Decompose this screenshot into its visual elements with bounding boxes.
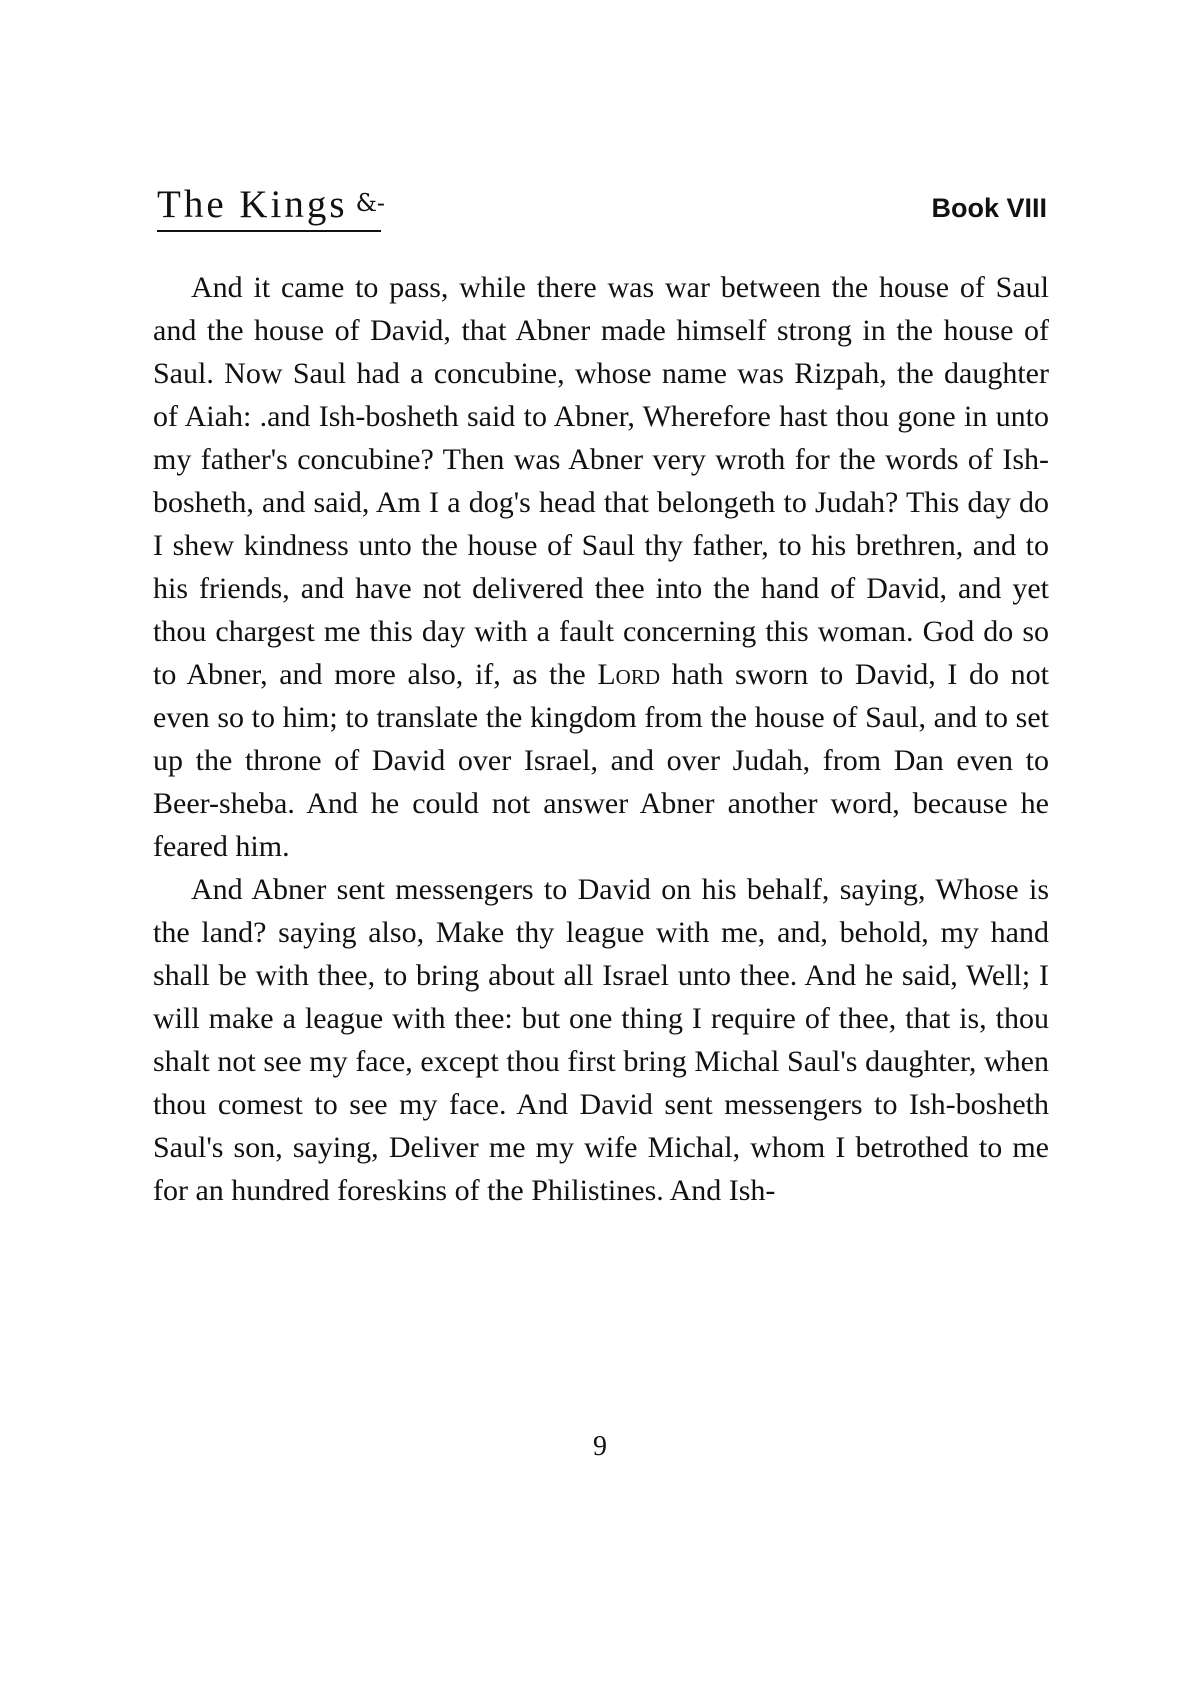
- title-underline: [157, 230, 381, 232]
- running-title-block: [157, 185, 385, 225]
- running-title: The Kings: [157, 183, 348, 226]
- body-text: [153, 266, 1049, 1212]
- paragraph-1-text-after: hath sworn to David, I do not even so to him; to translate the kingdom from the house of Saul, and to set up the throne of David over Israel, and over Judah, from Dan even to Beer-sheba. And he could not answer Abner another word, because he feared him.: [153, 658, 1049, 863]
- paragraph-2: And Abner sent messengers to David on his behalf, saying, Whose is the land? saying also, Make thy league with me, and, behold, my hand shall be with thee, to bring about all Israel unto thee. And he said, Well; I will make a league with thee: but one thing I require of thee, that is, thou shalt not see my face, except thou first bring Michal Saul's daughter, when thou comest to see my face. And David sent messengers to Ish-bosheth Saul's son, saying, Deliver me my wife Michal, whom I betrothed to me for an hundred foreskins of the Philistines. And Ish-: [153, 873, 1049, 1207]
- ornament-icon: &-: [355, 189, 386, 217]
- running-head: [157, 185, 1047, 235]
- paragraph-1-text-before: And it came to pass, while there was war between the house of Saul and the house of David, that Abner made himself strong in the house of Saul. Now Saul had a concubine, whose name was Rizpah, the daughter of Aiah: .and Ish-bosheth said to Abner, Wherefore hast thou gone in unto my father's concubine? Then was Abner very wroth for the words of Ish-bosheth, and said, Am I a dog's head that belongeth to Judah? This day do I shew kindness unto the house of Saul thy father, to his brethren, and to his friends, and have not delivered thee into the hand of David, and yet thou chargest me this day with a fault concerning this woman. God do so to Abner, and more also, if, as the: [153, 271, 1049, 691]
- lord-smallcaps: Lord: [597, 658, 661, 691]
- book-label: Book VIII: [931, 193, 1047, 223]
- page-number: 9: [593, 1431, 607, 1462]
- paragraph-1: [153, 266, 1049, 868]
